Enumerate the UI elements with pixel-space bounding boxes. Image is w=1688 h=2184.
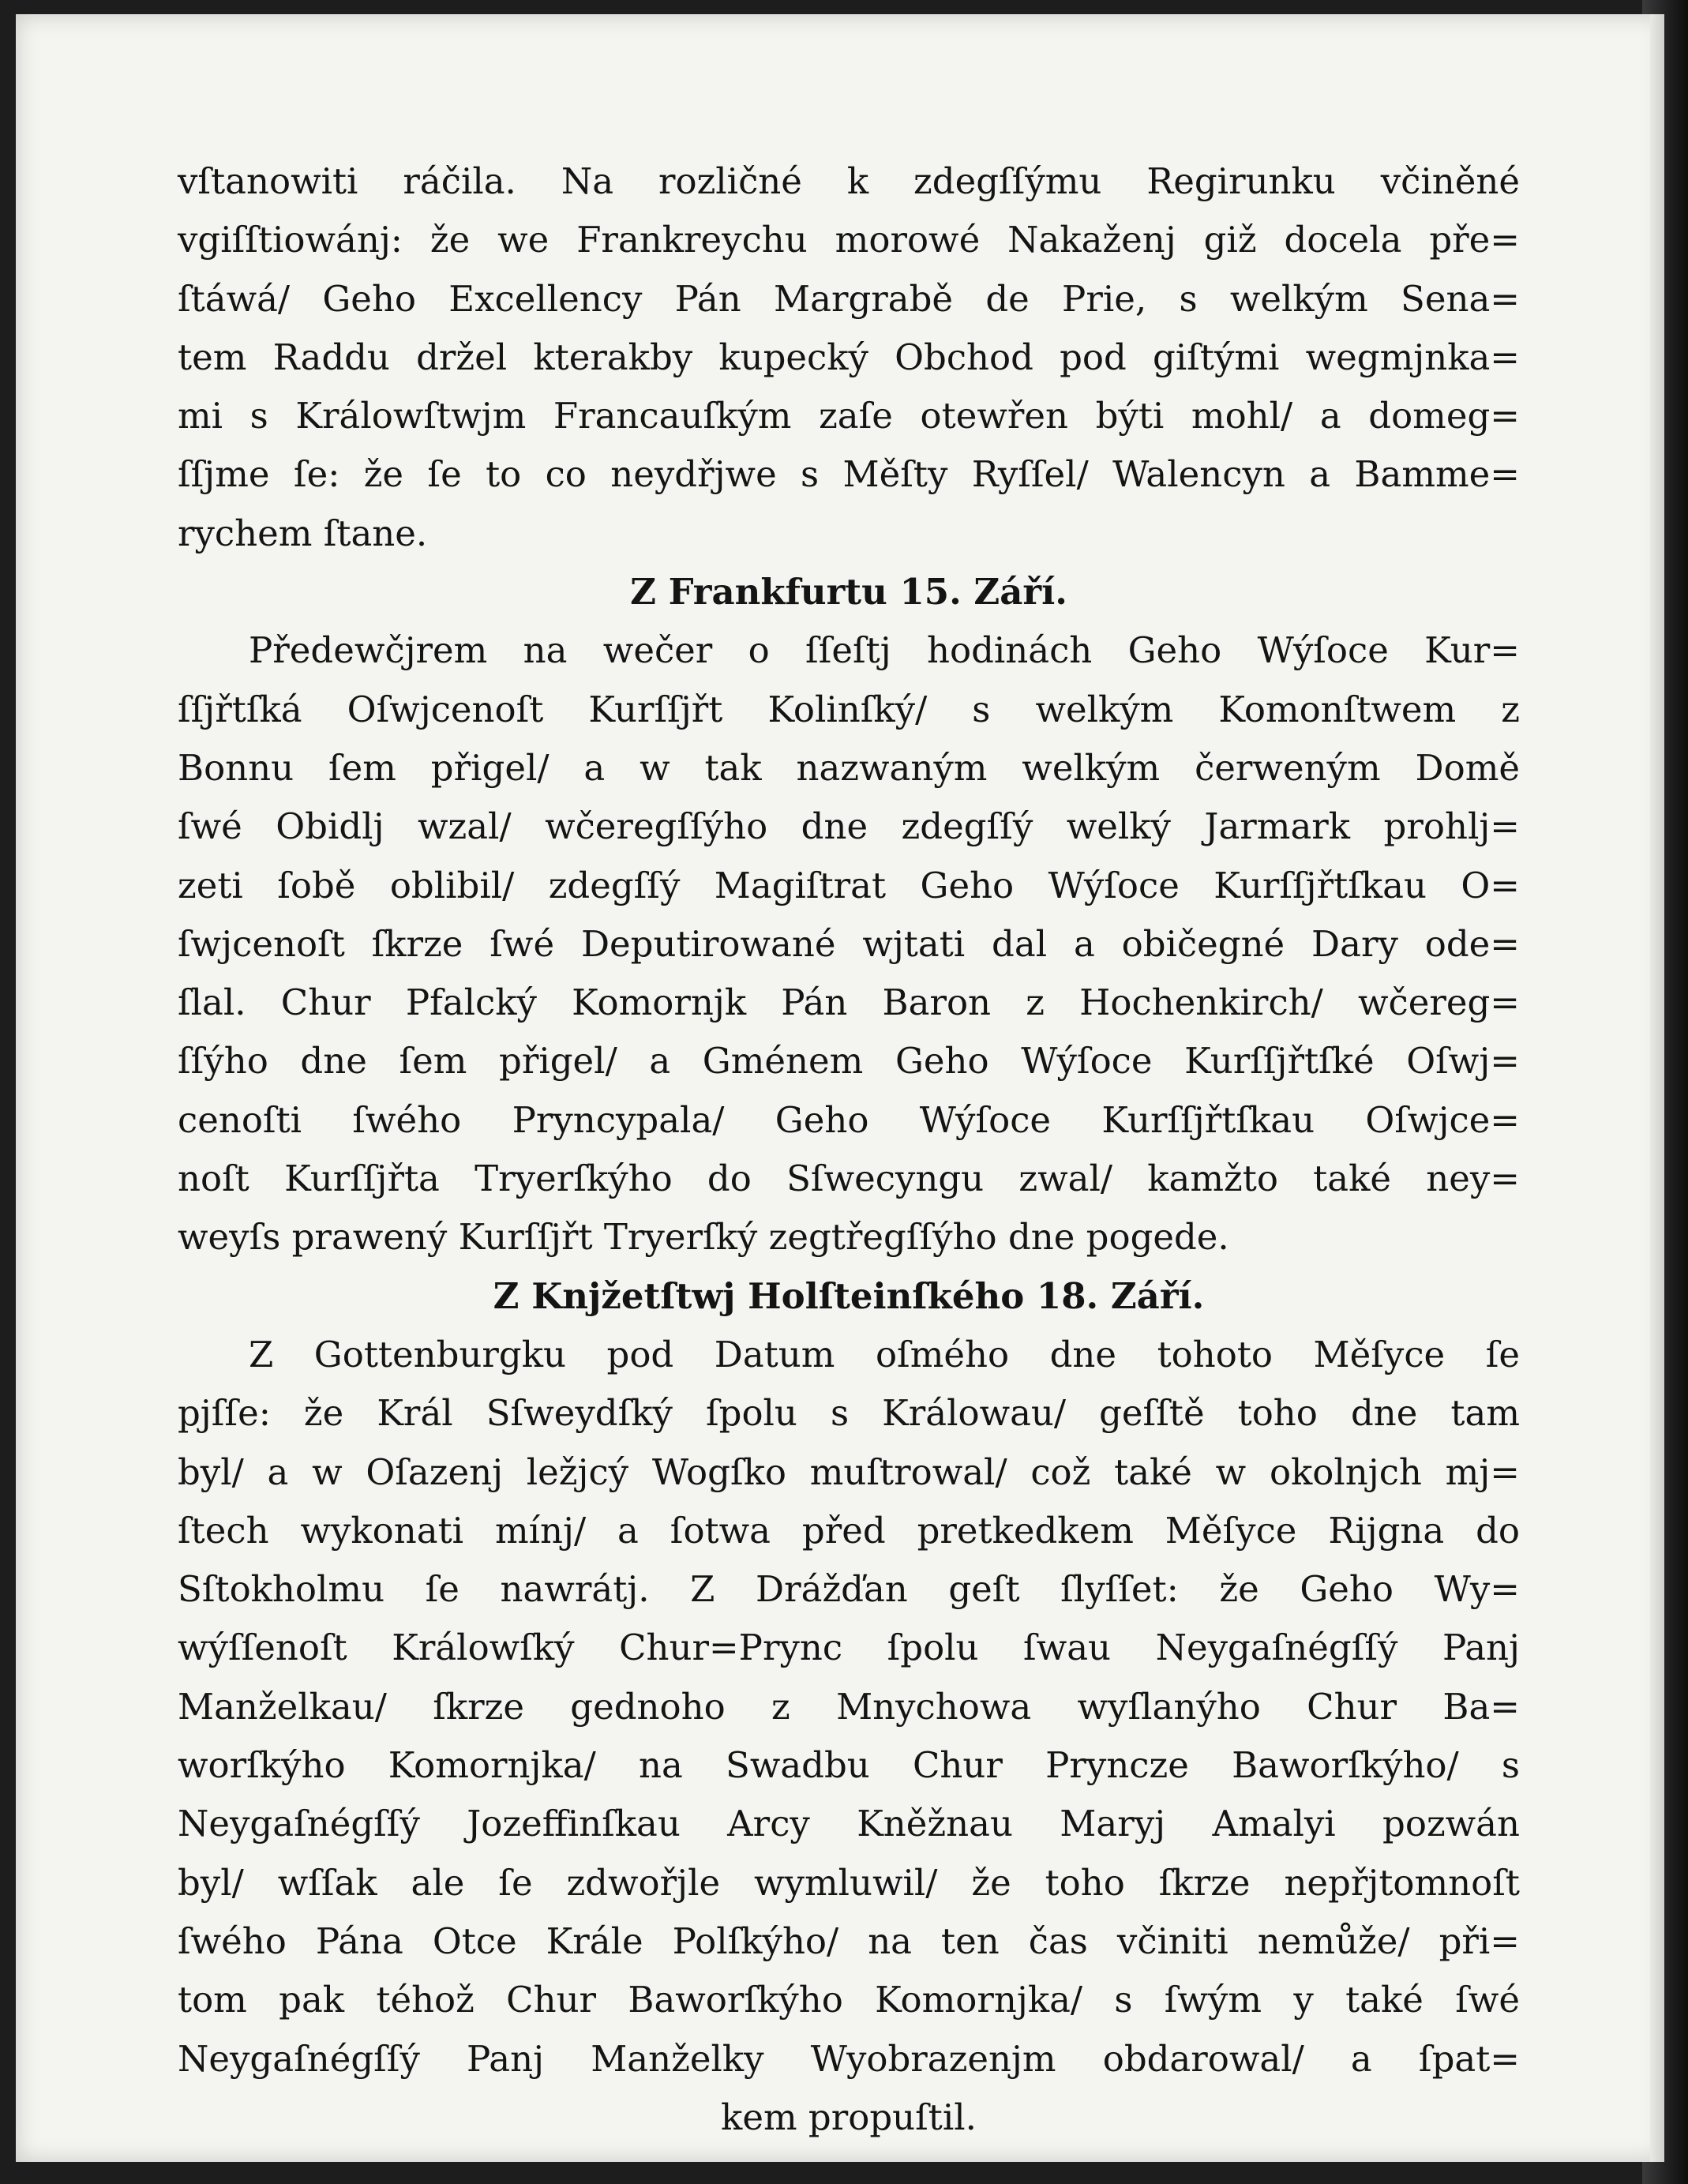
text-line: wýſſenoſt Králowſký Chur=Prync ſpolu ſwau Neygaſnégſſý Panj <box>178 1627 1520 1669</box>
text-line: worſkýho Komornjka/ na Swadbu Chur Pryncze Baworſkýho/ s <box>178 1744 1520 1787</box>
text-line: Bonnu ſem přigel/ a w tak nazwaným welkým čerweným Domě <box>178 746 1520 789</box>
text-line: cenoſti ſwého Pryncypala/ Geho Wýſoce Kurſſjřtſkau Oſwjce= <box>178 1098 1520 1141</box>
text-line: Neygaſnégſſý Panj Manželky Wyobrazenjm obdarowal/ a ſpat= <box>178 2037 1520 2080</box>
text-line: ſſjřtſká Oſwjcenoſt Kurſſjřt Kolinſký/ s welkým Komonſtwem z <box>178 688 1520 730</box>
text-line: pjſſe: že Král Sſweydſký ſpolu s Králowau/ geſſtě toho dne tam <box>178 1392 1520 1435</box>
text-line: Předewčjrem na wečer o ſſeſtj hodinách Geho Wýſoce Kur= <box>249 629 1520 672</box>
text-line: ſlal. Chur Pfalcký Komornjk Pán Baron z Hochenkirch/ wčereg= <box>178 981 1520 1024</box>
text-line: Neygaſnégſſý Jozeffinſkau Arcy Kněžnau Maryj Amalyi pozwán <box>178 1803 1520 1845</box>
section-heading-holstein: Z Knjžetſtwj Holſteinſkého 18. Září. <box>493 1274 1205 1317</box>
text-line: weyſs prawený Kurſſjřt Tryerſký zegtřegſſýho dne pogede. <box>178 1216 1229 1259</box>
text-line: rychem ſtane. <box>178 512 428 554</box>
text-line: ſtáwá/ Geho Excellency Pán Margrabě de Prie, s welkým Sena= <box>178 277 1520 320</box>
text-line: Manželkau/ ſkrze gednoho z Mnychowa wyſlanýho Chur Ba= <box>178 1685 1520 1728</box>
text-line: ſſjme ſe: že ſe to co neydřjwe s Měſty Ryſſel/ Walencyn a Bamme= <box>178 453 1520 496</box>
text-line: tom pak téhož Chur Baworſkýho Komornjka/ s ſwým y také ſwé <box>178 1979 1520 2021</box>
text-line: ſwé Obidlj wzal/ wčeregſſýho dne zdegſſý welký Jarmark prohlj= <box>178 805 1520 848</box>
text-line: noſt Kurſſjřta Tryerſkýho do Sſwecyngu zwal/ kamžto také ney= <box>178 1158 1520 1200</box>
text-line: ſſýho dne ſem přigel/ a Gménem Geho Wýſoce Kurſſjřtſké Oſwj= <box>178 1040 1520 1083</box>
document-page <box>16 14 1664 2162</box>
text-line: vgiſſtiowánj: že we Frankreychu morowé Nakaženj giž docela pře= <box>178 219 1520 261</box>
text-line: zeti ſobě oblibil/ zdegſſý Magiſtrat Geho Wýſoce Kurſſjřtſkau O= <box>178 864 1520 906</box>
text-line: kem propuſtil. <box>721 2096 977 2138</box>
page-edge <box>1650 14 1664 2162</box>
text-line: tem Raddu držel kterakby kupecký Obchod pod giſtými wegmjnka= <box>178 336 1520 378</box>
text-line: byl/ a w Oſazenj ležjcý Wogſko muſtrowal/ což také w okolnjch mj= <box>178 1450 1520 1493</box>
text-line: ſtech wykonati mínj/ a ſotwa před pretkedkem Měſyce Rijgna do <box>178 1509 1520 1552</box>
text-line: vſtanowiti ráčila. Na rozličné k zdegſſýmu Regirunku včiněné <box>178 160 1520 202</box>
text-line: mi s Králowſtwjm Francauſkým zaſe otewřen býti mohl/ a domeg= <box>178 395 1520 437</box>
text-line: byl/ wſſak ale ſe zdwořjle wymluwil/ že toho ſkrze nepřjtomnoſt <box>178 1861 1520 1904</box>
section-heading-frankfurt: Z Frankfurtu 15. Září. <box>630 571 1067 614</box>
text-line: Z Gottenburgku pod Datum oſmého dne tohoto Měſyce ſe <box>249 1333 1520 1375</box>
text-line: ſwjcenoſt ſkrze ſwé Deputirowané wjtati dal a običegné Dary ode= <box>178 922 1520 965</box>
text-line: Sſtokholmu ſe nawrátj. Z Drážďan geſt ſlyſſet: že Geho Wy= <box>178 1568 1520 1611</box>
text-line: ſwého Pána Otce Krále Polſkýho/ na ten čas včiniti nemůže/ při= <box>178 1919 1520 1962</box>
document-body <box>178 152 1520 2147</box>
